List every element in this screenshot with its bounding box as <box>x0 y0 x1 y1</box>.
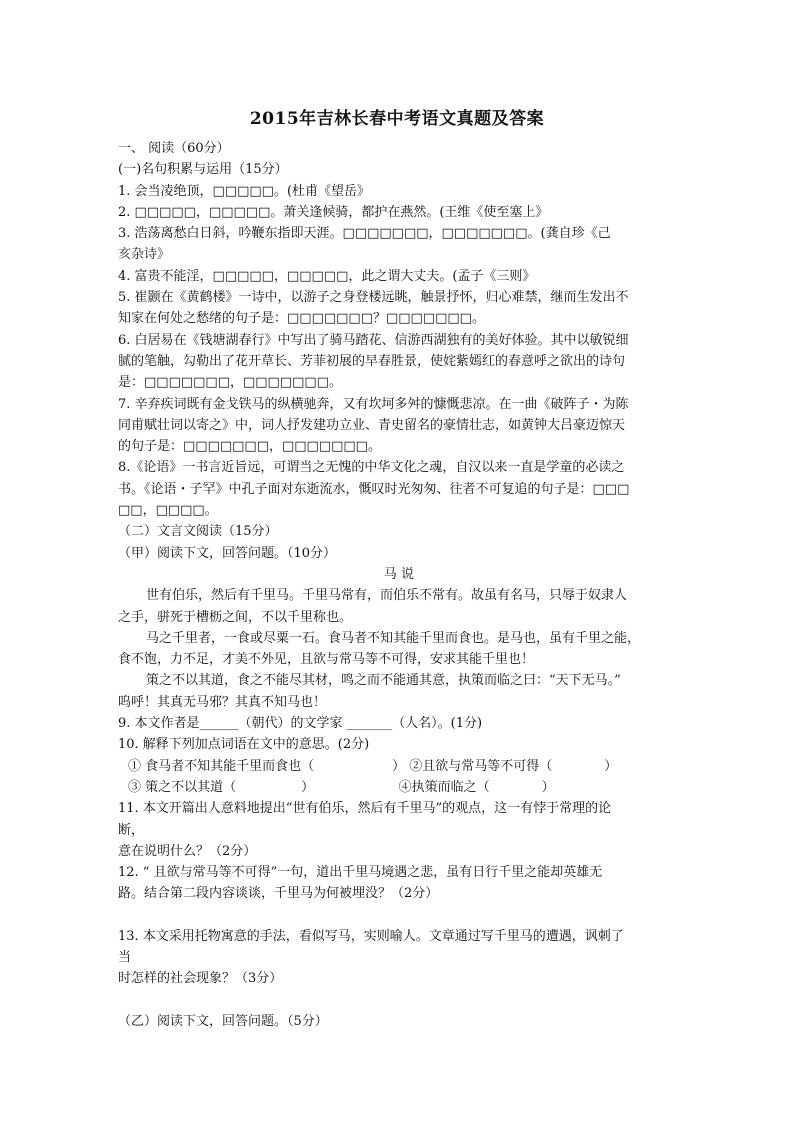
passage-paragraph: 策之不以其道，食之不能尽其材，鸣之而不能通其意，执策而临之曰：“天下无马。” <box>146 673 621 689</box>
question-6-cont: 腻的笔触，勾勒出了花开草长、芳菲初展的早春胜景，使姹紫嫣红的春意呼之欲出的诗句 <box>118 353 626 369</box>
document-body <box>118 138 680 1032</box>
document-title: 2015年吉林长春中考语文真题及答案 <box>249 109 545 129</box>
question-1: 1. 会当凌绝顶，□□□□□。(杜甫《望岳》 <box>118 183 371 199</box>
question-11: 11. 本文开篇出人意料地提出“世有伯乐，然后有千里马”的观点，这一有悖于常理的论 <box>118 801 612 817</box>
question-13: 13. 本文采用托物寓意的手法，看似写马，实则喻人。文章通过写千里马的遭遇，讽刺了 <box>118 928 624 944</box>
question-11-cont: 意在说明什么？（2分） <box>118 843 257 859</box>
section-heading: 一、 阅读（60分） <box>118 141 230 156</box>
question-11-cont: 断， <box>118 822 145 838</box>
passage-paragraph-cont: 之手，骈死于槽枥之间，不以千里称也。 <box>118 609 353 625</box>
blank-space <box>118 990 680 1011</box>
question-12-cont: 路。结合第二段内容谈谈，千里马为何被埋没？（2分） <box>118 886 439 902</box>
passage-paragraph: 马之千里者，一食或尽粟一石。食马者不知其能千里而食也。是马也，虽有千里之能， <box>146 630 641 646</box>
question-10-items: ③ 策之不以其道（ ） ④执策而临之（ ） <box>128 779 555 795</box>
question-7: 7. 辛弃疾词既有金戈铁马的纵横驰奔，又有坎坷多舛的慷慨悲凉。在一曲《破阵子・为陈 <box>118 396 629 412</box>
question-12: 12. “ 且欲与常马等不可得”一句，道出千里马境遇之悲，虽有日行千里之能却英雄无 <box>118 865 603 881</box>
question-3: 3. 浩荡离愁白日斜，吟鞭东指即天涯。□□□□□□□，□□□□□□□。(龚自珍《己 <box>118 226 611 242</box>
blank-space <box>118 905 680 926</box>
passage-paragraph: 世有伯乐，然后有千里马。千里马常有，而伯乐不常有。故虽有名马，只辱于奴隶人 <box>146 588 628 604</box>
question-10: 10. 解释下列加点词语在文中的意思。(2分) <box>118 737 370 753</box>
question-7-cont: 同甫赋壮词以寄之》中，词人抒发建功立业、青史留名的豪情壮志，如黄钟大吕豪迈惊天 <box>118 417 626 433</box>
passage-paragraph-cont: 呜呼！其真无马邪？其真不知马也！ <box>118 694 327 710</box>
question-8: 8.《论语》一书言近旨远，可谓当之无愧的中华文化之魂，自汉以来一直是学童的必读之 <box>118 460 625 476</box>
question-6: 6. 白居易在《钱塘湖春行》中写出了骑马踏花、信游西湖独有的美好体验。其中以敏锐细 <box>118 332 629 348</box>
question-8-cont: □□，□□□□。 <box>118 503 218 519</box>
question-3-cont: 亥杂诗》 <box>118 247 171 263</box>
question-6-cont: 是：□□□□□□□，□□□□□□□。 <box>118 375 342 391</box>
question-7-cont: 的句子是：□□□□□□□，□□□□□□□。 <box>118 439 381 455</box>
question-5-cont: 知家在何处之愁绪的句子是：□□□□□□□？□□□□□□□。 <box>118 311 485 327</box>
question-2: 2. □□□□□，□□□□□。萧关逢候骑，都护在燕然。(王维《使至塞上》 <box>118 204 549 220</box>
question-5: 5. 崔颢在《黄鹤楼》一诗中，以游子之身登楼远眺，触景抒怀，归心难禁，继而生发出不 <box>118 290 629 306</box>
question-4: 4. 富贵不能淫，□□□□□，□□□□□，此之谓大丈夫。(孟子《三则》 <box>118 268 536 284</box>
question-8-cont: 书。《论语・子罕》中孔子面对东逝流水，慨叹时光匆匆、往者不可复追的句子是：□□□ <box>118 481 630 497</box>
question-9: 9. 本文作者是______（朝代）的文学家 _______（人名）。(1分) <box>118 716 483 732</box>
question-13-cont: 当 <box>118 949 132 965</box>
passage-instruction: （甲）阅读下文，回答问题。（10分） <box>118 545 337 561</box>
question-10-items: ① 食马者不知其能千里而食也（ ） ②且欲与常马等不可得（ ） <box>128 758 618 774</box>
question-13-cont: 时怎样的社会现象？（3分） <box>118 971 283 987</box>
subsection-heading: (一)名句积累与运用（15分） <box>118 162 288 178</box>
passage-title: 马 说 <box>383 566 415 582</box>
subsection-heading: （二）文言文阅读（15分） <box>118 524 278 540</box>
passage-paragraph-cont: 食不饱，力不足，才美不外见，且欲与常马等不可得，安求其能千里也！ <box>118 652 535 668</box>
passage-instruction: （乙）阅读下文，回答问题。（5分） <box>118 1013 328 1029</box>
